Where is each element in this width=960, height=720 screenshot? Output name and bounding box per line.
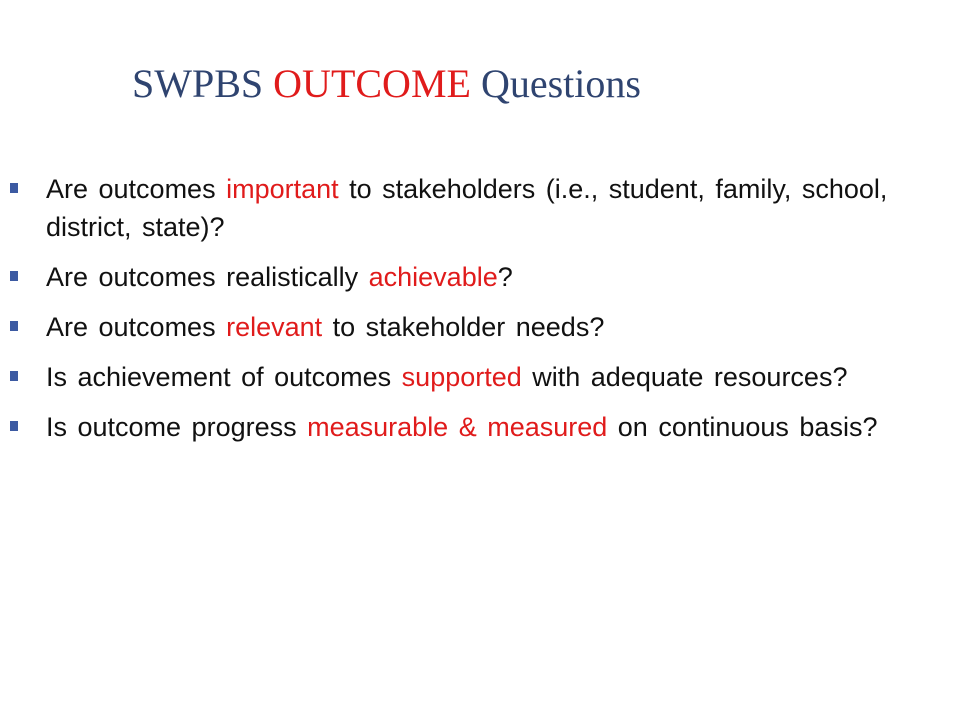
- bullet-text-after: with adequate resources?: [521, 362, 848, 392]
- bullet-item: [46, 408, 926, 446]
- bullet-item: [46, 258, 926, 296]
- bullet-text-highlight: measurable & measured: [307, 412, 608, 442]
- square-bullet-icon: [10, 271, 18, 281]
- bullet-text-highlight: important: [226, 174, 339, 204]
- bullet-text-before: Are outcomes: [46, 312, 227, 342]
- square-bullet-icon: [10, 183, 18, 193]
- bullet-text-highlight: relevant: [226, 312, 323, 342]
- title-part2: Questions: [470, 61, 641, 106]
- title-part1: SWPBS: [132, 61, 274, 106]
- bullet-item: [46, 308, 926, 346]
- bullet-list: [46, 170, 926, 458]
- bullet-item: [46, 358, 926, 396]
- bullet-text-after: ?: [497, 262, 513, 292]
- square-bullet-icon: [10, 371, 18, 381]
- bullet-text-after: to stakeholder needs?: [322, 312, 605, 342]
- bullet-text-highlight: supported: [401, 362, 522, 392]
- square-bullet-icon: [10, 321, 18, 331]
- bullet-text-before: Are outcomes: [46, 174, 227, 204]
- bullet-text-highlight: achievable: [368, 262, 498, 292]
- bullet-text-before: Is achievement of outcomes: [46, 362, 402, 392]
- bullet-text-after: to stakeholders (i.e., student, family, school, district, state)?: [46, 174, 888, 242]
- bullet-text-before: Is outcome progress: [46, 412, 308, 442]
- title-highlight: OUTCOME: [273, 61, 471, 106]
- slide-title: [132, 58, 641, 110]
- bullet-text-before: Are outcomes realistically: [46, 262, 369, 292]
- bullet-item: [46, 170, 926, 246]
- square-bullet-icon: [10, 421, 18, 431]
- bullet-text-after: on continuous basis?: [607, 412, 878, 442]
